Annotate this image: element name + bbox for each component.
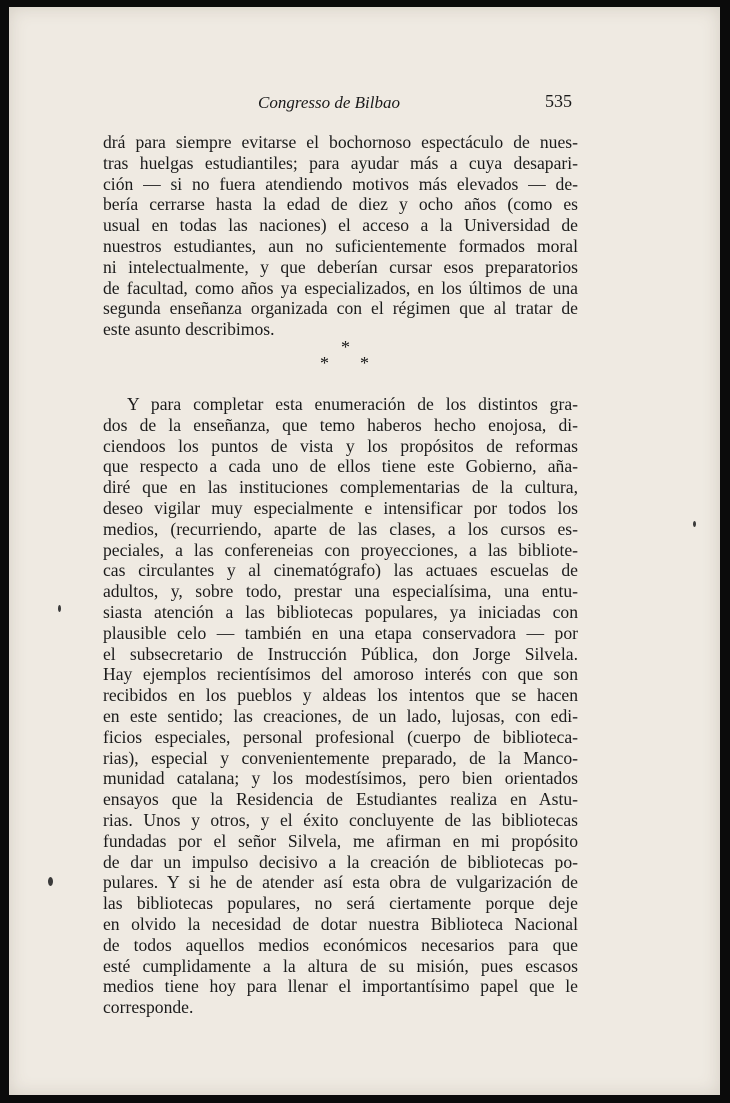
running-title: Congresso de Bilbao [258,93,400,112]
text-line: Hay ejemplos recientísimos del amoroso interés con que son [103,664,578,685]
text-line: rias), especial y convenientemente preparado, de la Manco- [103,747,578,768]
text-line: peciales, a las confereneias con proyecciones, a las bibliote- [103,539,578,560]
text-line: ción — si no fuera atendiendo motivos más elevados — de- [103,173,578,194]
text-line: dos de la enseñanza, que temo haberos hecho enojosa, di- [103,414,578,435]
text-line: de todos aquellos medios económicos necesarios para que [103,934,578,955]
text-line: usual en todas las naciones) el acceso a la Universidad de [103,215,578,236]
text-line: siasta atención a las bibliotecas populares, ya iniciadas con [103,601,578,622]
text-line: recibidos en los pueblos y aldeas los intentos que se hacen [103,685,578,706]
text-line: munidad catalana; y los modestísimos, pero bien orientados [103,768,578,789]
text-line: rias. Unos y otros, y el éxito concluyente de las bibliotecas [103,809,578,830]
text-line: Y para completar esta enumeración de los distintos gra- [127,394,578,414]
text-line: tras huelgas estudiantiles; para ayudar más a cuya desapari- [103,152,578,173]
paragraph-2 [103,394,578,1018]
text-line: este asunto describimos. [103,319,275,340]
asterisk-mark: * [360,353,369,373]
text-line: corresponde. [103,997,194,1018]
text-line: en olvido la necesidad de dotar nuestra Biblioteca Nacional [103,913,578,934]
ink-speck-mark [693,521,696,527]
text-line: nuestros estudiantes, aun no suficientemente formados moral [103,235,578,256]
text-line: diré que en las instituciones complementarias de la cultura, [103,477,578,498]
text-line: medios tiene hoy para llenar el importantísimo papel que le [103,976,578,997]
text-line: segunda enseñanza organizada con el régimen que al tratar de [103,298,578,319]
asterisk-mark: * [320,353,329,373]
text-line: que respecto a cada uno de ellos tiene este Gobierno, aña- [103,456,578,477]
text-line: bería cerrarse hasta la edad de diez y ocho años (como es [103,194,578,215]
section-separator-asterism [9,337,720,377]
text-line: de facultad, como años ya especializados, en los últimos de una [103,277,578,298]
paragraph-1 [103,132,578,340]
ink-speck-mark [58,605,61,612]
text-line: en este sentido; las creaciones, de un lado, lujosas, con edi- [103,705,578,726]
text-line: las bibliotecas populares, no será ciertamente porque deje [103,893,578,914]
page-header [9,89,720,117]
text-line: de dar un impulso decisivo a la creación de bibliotecas po- [103,851,578,872]
scanned-page [9,7,720,1095]
text-line: ficios especiales, personal profesional (cuerpo de biblioteca- [103,726,578,747]
text-line: el subsecretario de Instrucción Pública, don Jorge Silvela. [103,643,578,664]
text-line: pulares. Y si he de atender así esta obra de vulgarización de [103,872,578,893]
ink-speck-mark [48,877,53,886]
asterisk-mark: * [341,337,350,357]
text-line: ni intelectualmente, y que deberían cursar esos preparatorios [103,256,578,277]
page-number: 535 [545,91,572,111]
text-line: esté cumplidamente a la altura de su misión, pues escasos [103,955,578,976]
text-line: ciendoos los puntos de vista y los propósitos de reformas [103,435,578,456]
text-line: adultos, y, sobre todo, prestar una especialísima, una entu- [103,581,578,602]
text-line: plausible celo — también en una etapa conservadora — por [103,622,578,643]
text-line: deseo vigilar muy especialmente e intensificar por todos los [103,497,578,518]
text-line: ensayos que la Residencia de Estudiantes realiza en Astu- [103,789,578,810]
text-line: medios, (recurriendo, aparte de las clases, a los cursos es- [103,518,578,539]
text-line: cas circulantes y al cinematógrafo) las actuaes escuelas de [103,560,578,581]
text-line: drá para siempre evitarse el bochornoso espectáculo de nues- [103,132,578,152]
text-line: fundadas por el señor Silvela, me afirman en mi propósito [103,830,578,851]
